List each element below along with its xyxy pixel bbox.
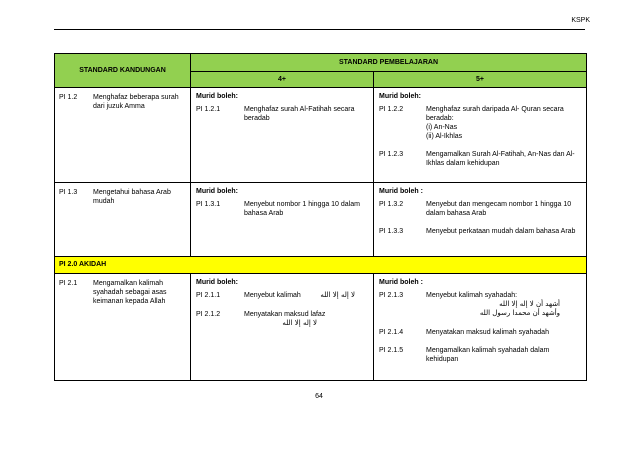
- sk-text: Menghafaz beberapa surah dari juzuk Amma: [93, 94, 179, 110]
- col-header-level-4: 4+: [191, 72, 374, 88]
- section-title: PI 2.0 AKIDAH: [55, 257, 587, 274]
- section-row: [55, 257, 587, 274]
- sp-code: PI 1.3.3: [379, 228, 404, 235]
- level-5-cell: [374, 183, 587, 257]
- sp-text: Menyatakan maksud kalimah syahadah: [426, 329, 549, 336]
- arabic-text: لا إله إلا الله: [320, 291, 355, 299]
- sk-text: Mengamalkan kalimah syahadah sebagai asas keimanan kepada Allah: [93, 280, 167, 305]
- sk-code: PI 1.2: [59, 94, 78, 101]
- table-row: [55, 88, 587, 183]
- list-item: (i) An-Nas: [426, 124, 458, 131]
- sp-text: Menghafaz surah Al-Fatihah secara beradab: [244, 106, 355, 122]
- sp-text: Menyatakan maksud lafaz: [244, 311, 326, 318]
- sk-cell: [55, 183, 191, 257]
- sp-code: PI 2.1.2: [196, 311, 221, 318]
- sp-text: Mengamalkan kalimah syahadah dalam kehidupan: [426, 347, 550, 363]
- murid-boleh-label: Murid boleh:: [196, 188, 238, 195]
- arabic-text: وأشهد أن محمدا رسول الله: [479, 309, 561, 317]
- sk-code: PI 1.3: [59, 189, 78, 196]
- murid-boleh-label: Murid boleh:: [379, 93, 421, 100]
- murid-boleh-label: Murid boleh:: [196, 93, 238, 100]
- sp-code: PI 1.2.3: [379, 151, 404, 158]
- sp-text: Menyebut dan mengecam nombor 1 hingga 10 dalam bahasa Arab: [426, 201, 572, 217]
- sk-code: PI 2.1: [59, 280, 78, 287]
- curriculum-table: [54, 53, 587, 381]
- sk-cell: [55, 88, 191, 183]
- level-5-cell: [374, 274, 587, 381]
- sp-code: PI 1.2.2: [379, 106, 404, 113]
- sp-text: Menghafaz surah daripada Al- Quran secara beradab:: [426, 106, 564, 122]
- table-row: [55, 183, 587, 257]
- sp-code: PI 1.3.2: [379, 201, 404, 208]
- sp-code: PI 2.1.4: [379, 329, 404, 336]
- sp-code: PI 1.3.1: [196, 201, 221, 208]
- sp-code: PI 2.1.3: [379, 292, 404, 299]
- sp-text: Mengamalkan Surah Al-Fatihah, An-Nas dan Al-Ikhlas dalam kehidupan: [426, 151, 575, 167]
- sp-code: PI 2.1.5: [379, 347, 404, 354]
- sp-text: Menyebut nombor 1 hingga 10 dalam bahasa Arab: [244, 201, 360, 217]
- level-4-cell: [191, 88, 374, 183]
- col-header-standard-pembelajaran: STANDARD PEMBELAJARAN: [191, 54, 587, 72]
- murid-boleh-label: Murid boleh:: [196, 279, 238, 286]
- sp-text: Menyebut kalimah: [244, 292, 301, 299]
- level-5-cell: [374, 88, 587, 183]
- level-4-cell: [191, 183, 374, 257]
- col-header-standard-kandungan: STANDARD KANDUNGAN: [55, 54, 191, 88]
- murid-boleh-label: Murid boleh :: [379, 188, 423, 195]
- murid-boleh-label: Murid boleh :: [379, 279, 423, 286]
- arabic-text: أشهد أن لا إله إلا الله: [499, 300, 561, 308]
- page-number: 64: [315, 393, 323, 400]
- sp-text: Menyebut kalimah syahadah:: [426, 292, 518, 299]
- sk-text: Mengetahui bahasa Arab mudah: [93, 189, 171, 205]
- sp-text: Menyebut perkataan mudah dalam bahasa Arab: [426, 228, 576, 235]
- header-rule: [54, 29, 585, 30]
- level-4-cell: [191, 274, 374, 381]
- arabic-text: لا إله إلا الله: [282, 319, 317, 327]
- sp-code: PI 2.1.1: [196, 292, 221, 299]
- list-item: (ii) Al-Ikhlas: [426, 133, 463, 140]
- header-kspk-label: KSPK: [571, 17, 590, 24]
- table-row: [55, 274, 587, 381]
- sk-cell: [55, 274, 191, 381]
- col-header-level-5: 5+: [374, 72, 587, 88]
- sp-code: PI 1.2.1: [196, 106, 221, 113]
